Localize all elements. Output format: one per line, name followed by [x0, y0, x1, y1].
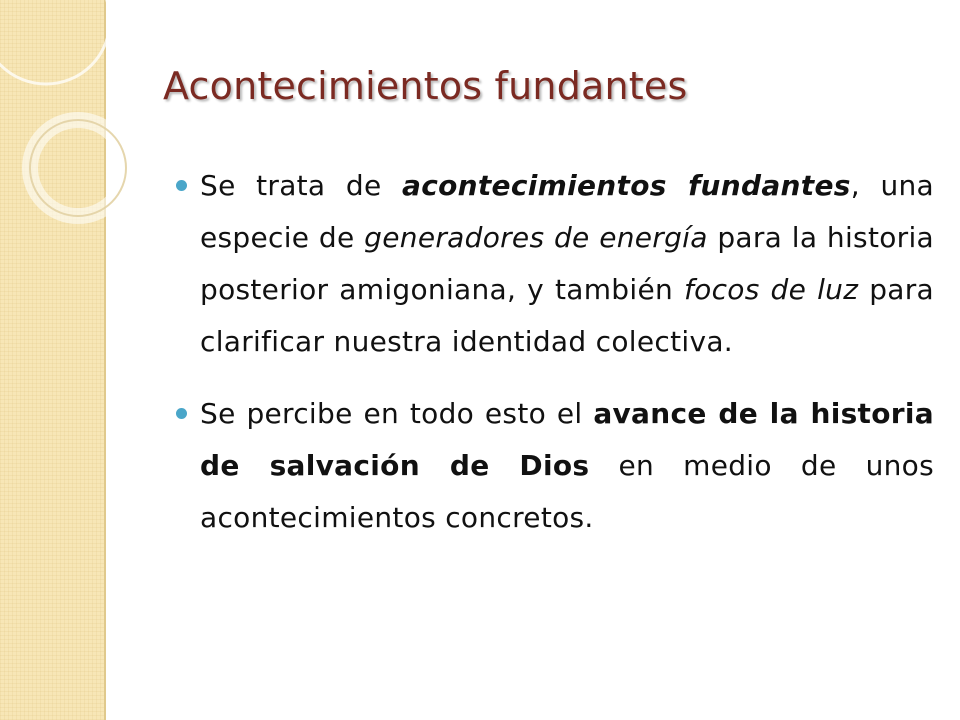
text-run: , una especie de: [200, 169, 934, 254]
bullet-list: [170, 160, 934, 564]
text-run: para la historia posterior amigoniana, y también: [200, 221, 934, 306]
text-run: Se trata de: [200, 169, 402, 202]
text-run-italic: focos de luz: [683, 273, 859, 306]
text-run: en medio de unos acontecimientos concretos.: [200, 449, 934, 534]
text-run-bold: [402, 169, 851, 202]
text-run: Se percibe en todo esto el: [200, 397, 594, 430]
text-run: para clarificar nuestra identidad colectiva.: [200, 273, 934, 358]
bullet-text: [200, 388, 934, 544]
slide-title: Acontecimientos fundantes: [163, 64, 688, 108]
text-run-bold-italic: acontecimientos fundantes: [402, 169, 851, 202]
bullet-item: [170, 160, 934, 368]
bullet-item: [170, 388, 934, 544]
bullet-dot-icon: [176, 180, 187, 191]
text-run-bold: avance de la historia de salvación de Dios: [200, 397, 934, 482]
bullet-dot-icon: [176, 408, 187, 419]
bullet-text: [200, 160, 934, 368]
text-run-italic: generadores de energía: [364, 221, 708, 254]
